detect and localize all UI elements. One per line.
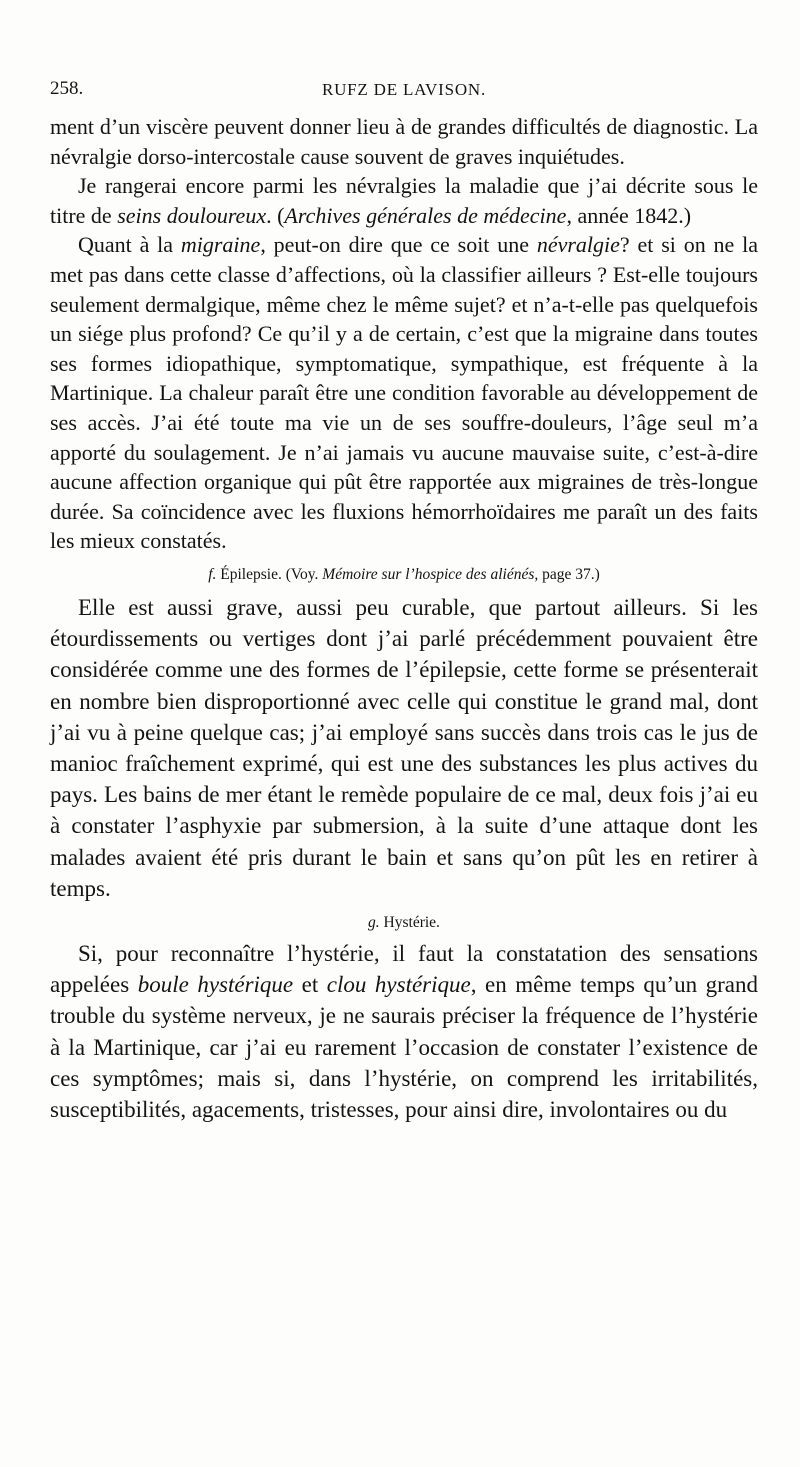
text-run: et — [293, 972, 327, 998]
paragraph-5 — [50, 938, 758, 1125]
text-run: Si, pour reconnaître l’hystérie, il faut la constatation des sensations appelées — [50, 940, 758, 998]
text-run: Quant à la — [78, 232, 181, 258]
text-run: Hystérie. — [379, 913, 440, 931]
paragraph-3 — [50, 230, 758, 556]
text-run: , peut-on dire que ce soit une — [260, 232, 537, 258]
running-head: RUFZ DE LAVISON. — [321, 80, 487, 99]
paragraph-2 — [50, 171, 758, 230]
text-run: Je rangerai encore parmi les névralgies la maladie que j’ai décrite sous le titre de — [50, 173, 758, 228]
section-heading-epilepsie — [50, 566, 758, 584]
text-run: , année 1842.) — [566, 202, 692, 228]
text-run: Épilepsie. (Voy. — [216, 565, 323, 583]
italic-run: migraine — [180, 232, 261, 258]
italic-run: névralgie — [536, 232, 620, 258]
italic-run: boule hystérique — [137, 972, 294, 998]
italic-run: clou hystérique — [326, 972, 471, 998]
text-run: , en même temps qu’un grand trouble du système nerveux, je ne saurais préciser la fréquence de l’hystérie à la Martinique, car j’ai eu rarement l’occasion de constater l’existence de ces symptômes; mais si, dans l’hystérie, on comprend les irritabilités, susceptibilités, agacements, tristesses, pour ainsi dire, involontaires ou du — [50, 972, 758, 1122]
text-run: . ( — [266, 202, 285, 228]
page-number: 258. — [50, 78, 84, 99]
section-heading-hysterie — [50, 914, 758, 932]
italic-run: Mémoire sur l’hospice des aliénés, — [322, 565, 539, 583]
book-page — [50, 78, 758, 1125]
text-run: page 37.) — [538, 565, 600, 583]
italic-run: Archives générales de médecine — [284, 202, 567, 228]
paragraph-4: Elle est aussi grave, aussi peu curable, que partout ailleurs. Si les étourdissements ou vertiges dont j’ai parlé précédemment pouvaient être considérée comme une des formes de l’épilepsie, cette forme se présenterait en nombre bien disproportionné avec celle qui constitue le grand mal, dont j’ai vu à peine quelque cas; j’ai employé sans succès dans trois cas le jus de manioc fraîchement exprimé, qui est une des substances les plus actives du pays. Les bains de mer étant le remède populaire de ce mal, deux fois j’ai eu à constater l’asphyxie par submersion, à la suite d’une attaque dont les malades avaient été pris durant le bain et sans qu’on pût les en retirer à temps. — [50, 594, 758, 901]
paragraph-1: ment d’un viscère peuvent donner lieu à de grandes difficultés de diagnostic. La névralgie dorso-intercostale cause souvent de graves inquiétudes. — [50, 114, 758, 169]
italic-run: seins douloureux — [117, 202, 267, 228]
page-header — [50, 78, 758, 112]
section-letter: g. — [368, 913, 380, 931]
text-run: ? et si on ne la met pas dans cette classe d’affections, où la classifier ailleurs ? Est-elle toujours seulement dermalgique, même chez le même sujet? et n’a-t-elle pas quelquefois un siége plus profond? Ce qu’il y a de certain, c’est que la migraine dans toutes ses formes idiopathique, symptomatique, sympathique, est fréquente à la Martinique. La chaleur paraît être une condition favorable au développement de ses accès. J’ai été toute ma vie un de ses souffre-douleurs, l’âge seul m’a apporté du soulagement. Je n’ai jamais vu aucune mauvaise suite, c’est-à-dire aucune affection organique qui pût être rapportée aux migraines de très-longue durée. Sa coïncidence avec les fluxions hémorrhoïdaires me paraît un des faits les mieux constatés. — [50, 232, 758, 554]
section-letter: f. — [208, 565, 217, 583]
